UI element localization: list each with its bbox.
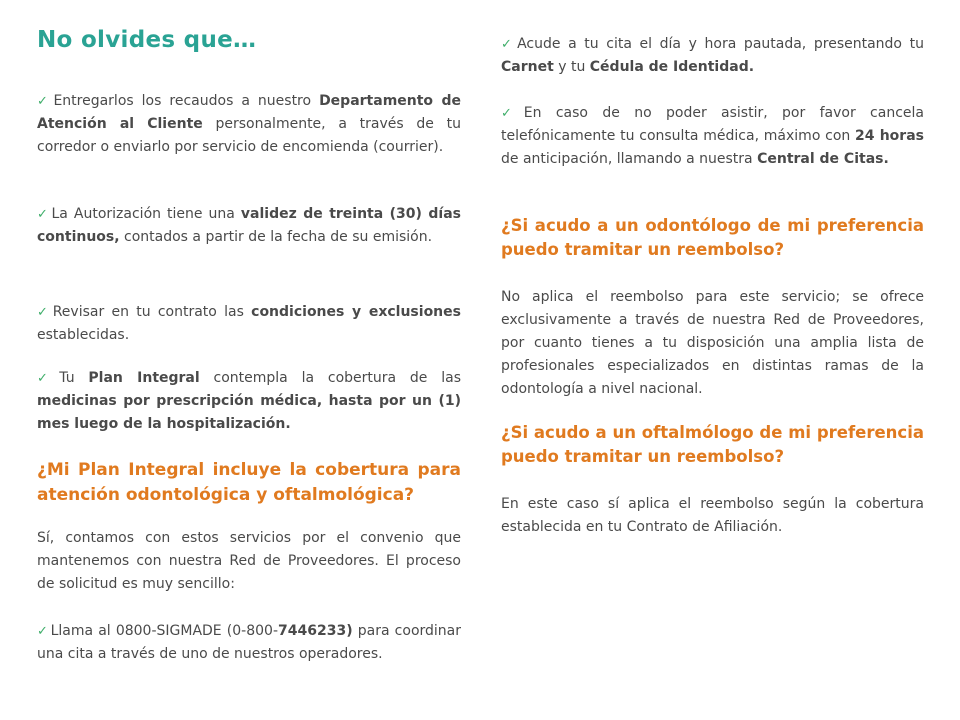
bullet-text: Entregarlos los recaudos a nuestro (53, 93, 320, 109)
bullet-text: La Autorización tiene una (51, 206, 241, 222)
bullet-text: contempla la cobertura de las (199, 370, 462, 386)
bullet-acude-cita (501, 33, 924, 79)
bullet-text: Llama al 0800-SIGMADE (0-800- (50, 623, 278, 639)
bullet-bold: validez de treinta (30) días continuos, (37, 206, 461, 245)
bullet-autorizacion-validez (37, 203, 461, 249)
bullet-text: de anticipación, llamando a nuestra (501, 151, 758, 167)
bullet-bold: Carnet (501, 59, 554, 75)
checkmark-icon: ✓ (501, 37, 516, 52)
question-plan-integral: ¿Mi Plan Integral incluye la cobertura para atención odontológica y oftalmológica? (37, 460, 461, 505)
bullet-llama-0800 (37, 620, 461, 666)
bullet-text: y tu (553, 59, 590, 75)
question-odontologo: ¿Si acudo a un odontólogo de mi preferencia puedo tramitar un reembolso? (501, 216, 924, 259)
page-title: No olvides que… (37, 27, 257, 53)
checkmark-icon: ✓ (37, 371, 58, 386)
bullet-text: personalmente, a través de tu corredor o enviarlo por servicio de encomienda (courrier). (37, 116, 461, 155)
checkmark-icon: ✓ (37, 207, 50, 222)
bullet-text: contados a partir de la fecha de su emisión. (119, 229, 433, 245)
bullet-text: En caso de no poder asistir, por favor cancela telefónicamente tu consulta médica, máximo con (501, 105, 924, 144)
bullet-text: Revisar en tu contrato las (52, 304, 252, 320)
bullet-cancelar-cita (501, 102, 924, 171)
answer-oftalmologo: En este caso sí aplica el reembolso según la cobertura establecida en tu Contrato de Afiliación. (501, 496, 924, 535)
checkmark-icon: ✓ (37, 624, 49, 639)
bullet-bold: Departamento de Atención al Cliente (37, 93, 461, 132)
checkmark-icon: ✓ (37, 305, 51, 320)
bullet-bold: condiciones y exclusiones (251, 304, 461, 320)
checkmark-icon: ✓ (37, 94, 52, 109)
question-oftalmologo: ¿Si acudo a un oftalmólogo de mi preferencia puedo tramitar un reembolso? (501, 423, 924, 466)
bullet-revisar-contrato (37, 301, 461, 347)
bullet-bold: Plan Integral (88, 370, 200, 386)
bullet-bold: Cédula de Identidad. (589, 59, 755, 75)
answer-odontologo: No aplica el reembolso para este servicio; se ofrece exclusivamente a través de nuestra Red de Proveedores, por cuanto tienes a tu disposición una amplia lista de profesionales especializados en distintas ramas de la odontología a nivel nacional. (501, 289, 924, 397)
bullet-entregar-recaudos (37, 90, 461, 159)
bullet-text: Acude a tu cita el día y hora pautada, presentando tu (517, 36, 924, 52)
bullet-bold: 24 horas (855, 128, 924, 144)
bullet-bold: medicinas por prescripción médica, hasta por un (1) mes luego de la hospitalización. (37, 393, 461, 432)
bullet-bold: 7446233) (278, 623, 353, 639)
bullet-text: para coordinar una cita a través de uno de nuestros operadores. (37, 623, 461, 662)
bullet-plan-integral (37, 367, 461, 436)
checkmark-icon: ✓ (501, 106, 522, 121)
bullet-bold: Central de Citas. (757, 151, 889, 167)
bullet-text: establecidas. (37, 327, 130, 343)
answer-plan-integral: Sí, contamos con estos servicios por el convenio que mantenemos con nuestra Red de Proveedores. El proceso de solicitud es muy sencillo: (37, 530, 461, 592)
bullet-text: Tu (59, 370, 89, 386)
